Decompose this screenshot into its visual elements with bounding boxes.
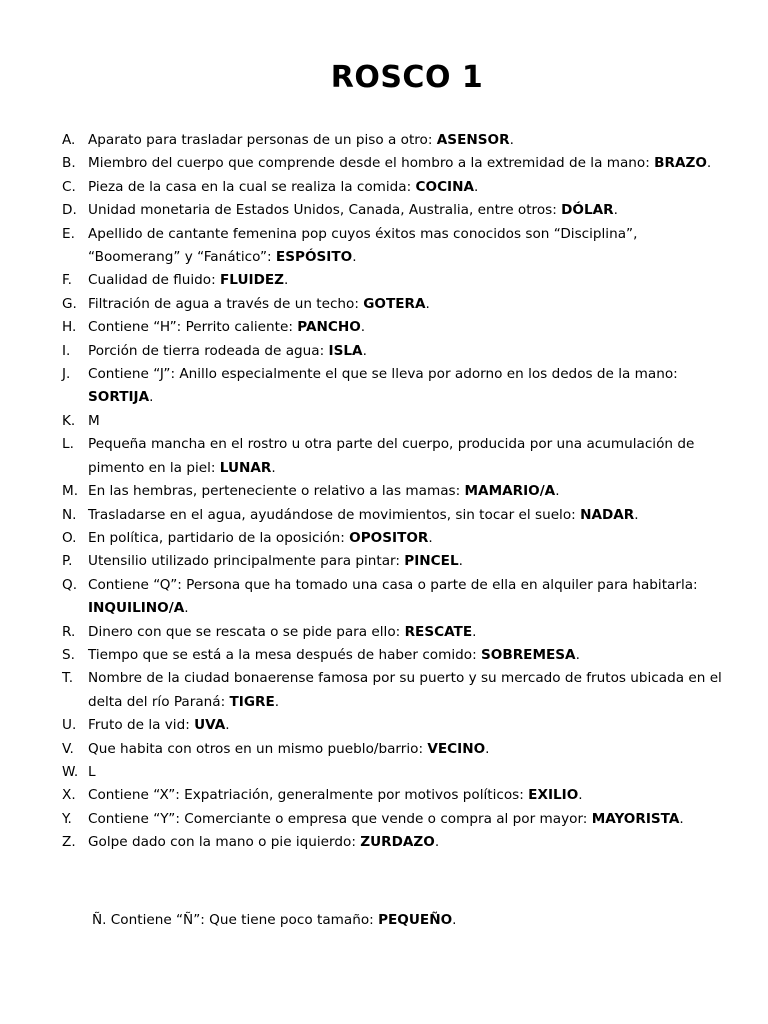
clue-text: Contiene “Y”: Comerciante o empresa que vende o compra al por mayor: xyxy=(88,810,592,827)
clue-letter: T. xyxy=(62,670,74,687)
clue-answer: RESCATE xyxy=(404,623,473,640)
clue-letter: X. xyxy=(62,787,76,804)
clue-text: En política, partidario de la oposición: xyxy=(88,529,350,546)
clue-item xyxy=(62,667,732,714)
clue-letter: D. xyxy=(62,202,77,219)
clue-letter: Q. xyxy=(62,576,78,593)
clue-item xyxy=(62,152,732,175)
clue-text: Contiene “Q”: Persona que ha tomado una casa o parte de ella en alquiler para habitarla: xyxy=(88,576,698,593)
clue-letter: A. xyxy=(62,132,76,148)
clue-item xyxy=(62,199,732,222)
clue-item xyxy=(62,223,732,270)
clue-text: Trasladarse en el agua, ayudándose de movimientos, sin tocar el suelo: xyxy=(88,506,581,523)
page-title: ROSCO 1 xyxy=(330,60,484,95)
clue-item xyxy=(62,574,732,621)
clue-tail: . xyxy=(555,483,560,500)
clue-answer: UVA xyxy=(194,717,226,734)
clue-answer: ZURDAZO xyxy=(360,834,435,851)
clue-letter: E. xyxy=(62,225,75,242)
clue-text: Utensilio utilizado principalmente para pintar: xyxy=(88,553,405,570)
clue-text: Contiene “J”: Anillo especialmente el que se lleva por adorno en los dedos de la mano: xyxy=(88,366,678,383)
clue-letter: B. xyxy=(62,155,76,172)
clue-tail: . xyxy=(274,693,280,710)
clue-letter: H. xyxy=(62,319,77,336)
clue-answer: LUNAR xyxy=(219,459,272,476)
clue-tail: . xyxy=(284,272,289,289)
clue-text: Fruto de la vid: xyxy=(88,717,195,734)
clue-answer: ISLA xyxy=(328,342,363,359)
clue-answer: ASENSOR xyxy=(436,132,510,148)
clue-item xyxy=(62,761,732,784)
clue-letter: J. xyxy=(62,366,71,383)
clue-item xyxy=(62,269,732,292)
clue-tail: . xyxy=(184,600,189,617)
clue-text: Contiene “X”: Expatriación, generalmente por motivos políticos: xyxy=(88,787,529,804)
clue-tail: . xyxy=(149,389,154,406)
clue-answer: ESPÓSITO xyxy=(275,249,353,266)
rosco-clue-list xyxy=(62,129,732,855)
extra-clue-text: Ñ. Contiene “Ñ”: Que tiene poco tamaño: xyxy=(92,912,379,928)
clue-item xyxy=(62,433,732,480)
clue-letter: P. xyxy=(62,553,73,570)
clue-tail: . xyxy=(509,132,514,148)
clue-item xyxy=(62,129,732,152)
clue-answer: TIGRE xyxy=(229,693,275,710)
clue-answer: MAYORISTA xyxy=(591,810,680,827)
clue-answer: NADAR xyxy=(580,506,635,523)
clue-text: Tiempo que se está a la mesa después de haber comido: xyxy=(88,646,481,663)
clue-letter: O. xyxy=(62,529,77,546)
clue-text: Filtración de agua a través de un techo: xyxy=(88,295,364,312)
clue-letter: S. xyxy=(62,646,75,663)
clue-item xyxy=(62,714,732,737)
clue-text: Apellido de cantante femenina pop cuyos éxitos mas conocidos son “Disciplina”, “Boomerang” y “Fanático”: xyxy=(88,225,638,266)
clue-answer: GOTERA xyxy=(363,295,426,312)
clue-answer: PINCEL xyxy=(404,553,459,570)
clue-answer: BRAZO xyxy=(654,155,707,172)
clue-text: Unidad monetaria de Estados Unidos, Canada, Australia, entre otros: xyxy=(88,202,562,219)
clue-item xyxy=(62,527,732,550)
clue-text: Aparato para trasladar personas de un piso a otro: xyxy=(88,132,437,148)
clue-tail: . xyxy=(575,646,580,663)
clue-tail: . xyxy=(679,810,684,827)
clue-letter: I. xyxy=(62,342,71,359)
clue-answer: MAMARIO/A xyxy=(464,483,556,500)
clue-tail: . xyxy=(578,787,583,804)
clue-answer: DÓLAR xyxy=(561,202,614,219)
clue-item xyxy=(62,550,732,573)
clue-letter: M. xyxy=(62,483,79,500)
clue-tail: . xyxy=(706,155,712,172)
clue-item xyxy=(62,316,732,339)
clue-letter: C. xyxy=(62,178,76,195)
clue-letter: G. xyxy=(62,295,77,312)
clue-text: Nombre de la ciudad bonaerense famosa por su puerto y su mercado de frutos ubicada en el delta del río Paraná: xyxy=(88,670,722,710)
clue-tail: . xyxy=(225,717,230,734)
clue-text: Golpe dado con la mano o pie iquierdo: xyxy=(88,834,361,851)
clue-text: L xyxy=(88,763,96,780)
clue-tail: . xyxy=(458,553,463,570)
clue-item xyxy=(62,363,732,410)
clue-tail: . xyxy=(634,506,639,523)
clue-item xyxy=(62,621,732,644)
clue-letter: W. xyxy=(62,763,79,780)
clue-answer: SOBREMESA xyxy=(480,646,576,663)
extra-clue-answer: PEQUEÑO xyxy=(378,912,453,928)
clue-text: Cualidad de fluido: xyxy=(88,272,221,289)
clue-item xyxy=(62,410,732,433)
clue-tail: . xyxy=(428,529,433,546)
clue-item xyxy=(62,293,732,316)
clue-tail: . xyxy=(485,740,490,757)
clue-tail: . xyxy=(352,249,357,266)
clue-answer: OPOSITOR xyxy=(349,529,429,546)
clue-item xyxy=(62,644,732,667)
clue-item xyxy=(62,340,732,363)
clue-letter: F. xyxy=(62,272,72,289)
clue-answer: SORTIJA xyxy=(88,389,150,406)
clue-item xyxy=(62,504,732,527)
clue-text: Dinero con que se rescata o se pide para ello: xyxy=(88,623,405,640)
clue-text: Porción de tierra rodeada de agua: xyxy=(88,342,329,359)
clue-answer: PANCHO xyxy=(297,319,361,336)
clue-letter: Z. xyxy=(62,834,76,851)
clue-text: M xyxy=(88,412,100,429)
clue-letter: R. xyxy=(62,623,76,640)
clue-letter: K. xyxy=(62,412,76,429)
clue-text: Miembro del cuerpo que comprende desde el hombro a la extremidad de la mano: xyxy=(88,155,655,172)
clue-answer: INQUILINO/A xyxy=(88,600,185,617)
clue-letter: V. xyxy=(62,740,74,757)
clue-letter: N. xyxy=(62,506,77,523)
clue-tail: . xyxy=(271,459,276,476)
clue-answer: COCINA xyxy=(415,178,475,195)
clue-text: Pequeña mancha en el rostro u otra parte del cuerpo, producida por una acumulación de pimento en la piel: xyxy=(88,436,695,476)
clue-answer: VECINO xyxy=(427,740,486,757)
clue-item xyxy=(62,808,732,831)
clue-item xyxy=(62,784,732,807)
extra-clue xyxy=(92,909,456,932)
clue-text: Pieza de la casa en la cual se realiza la comida: xyxy=(88,178,416,195)
clue-tail: . xyxy=(362,342,367,359)
clue-text: Que habita con otros en un mismo pueblo/barrio: xyxy=(88,740,428,757)
clue-item xyxy=(62,831,732,854)
clue-letter: L. xyxy=(62,436,74,453)
clue-letter: Y. xyxy=(62,810,72,827)
clue-answer: FLUIDEZ xyxy=(220,272,285,289)
clue-text: En las hembras, perteneciente o relativo a las mamas: xyxy=(88,483,465,500)
clue-item xyxy=(62,176,732,199)
clue-item xyxy=(62,738,732,761)
clue-tail: . xyxy=(613,202,618,219)
extra-clue-tail: . xyxy=(452,912,457,928)
clue-letter: U. xyxy=(62,717,77,734)
clue-tail: . xyxy=(434,834,440,851)
clue-item xyxy=(62,480,732,503)
clue-text: Contiene “H”: Perrito caliente: xyxy=(88,319,298,336)
clue-tail: . xyxy=(472,623,477,640)
clue-tail: . xyxy=(425,295,430,312)
clue-answer: EXILIO xyxy=(528,787,579,804)
clue-tail: . xyxy=(360,319,366,336)
clue-tail: . xyxy=(474,178,479,195)
